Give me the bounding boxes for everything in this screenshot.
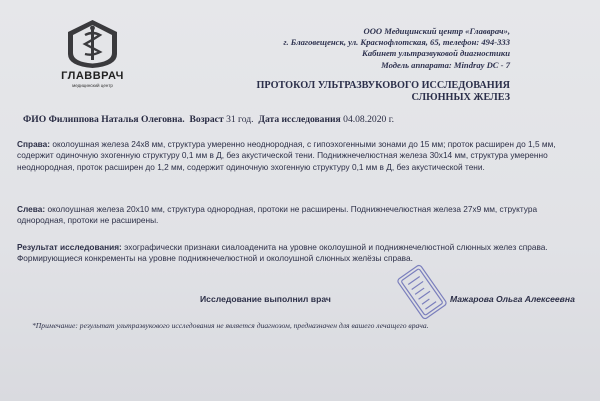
- clinic-logo-name: ГЛАВВРАЧ: [61, 70, 124, 82]
- findings-result: [17, 242, 587, 265]
- fio-label: ФИО: [23, 114, 47, 125]
- signature-line: [200, 294, 575, 304]
- result-label: Результат исследования:: [17, 242, 122, 252]
- clinic-header: [180, 26, 510, 71]
- protocol-title-line2: СЛЮННЫХ ЖЕЛЕЗ: [411, 92, 510, 103]
- protocol-title-line1: ПРОТОКОЛ УЛЬТРАЗВУКОВОГО ИССЛЕДОВАНИЯ: [256, 80, 510, 91]
- clinic-department: Кабинет ультразвуковой диагностики: [362, 48, 510, 59]
- patient-info: [23, 114, 583, 125]
- age-label: Возраст: [189, 114, 224, 125]
- fio-value: Филиппова Наталья Олеговна.: [48, 114, 185, 125]
- doctor-name: Мажарова Ольга Алексеевна: [450, 294, 575, 304]
- signature-label: Исследование выполнил врач: [200, 294, 331, 304]
- right-text: околоушная железа 24x8 мм, структура умеренно неоднородная, с гипоэхогенными зонами до 15 мм; проток расширен до 1,5 мм, содержит одиночную эхогенную структуру 0,1 мм в Д, без акустической тени. Поднижнечелюстная железа 30x14 мм, структура умеренно неоднородная, проток расширен до 1,2 мм, содержит одиночную эхогенную структуру 0,1 мм в Д, без акустической тени.: [17, 139, 556, 172]
- device-model: Модель аппарата: Mindray DC - 7: [381, 59, 510, 70]
- findings-left: [17, 204, 587, 227]
- doctor-stamp-icon: [396, 262, 448, 322]
- left-text: околоушная железа 20x10 мм, структура однородная, протоки не расширены. Поднижнечелюстная железа 27x9 мм, структура однородная, протоки не расширены.: [17, 204, 538, 226]
- clinic-logo: [55, 18, 130, 90]
- findings-right: [17, 139, 587, 173]
- clinic-address: г. Благовещенск, ул. Краснофлотская, 65, телефон: 494-333: [283, 37, 510, 48]
- footnote: *Примечание: результат ультразвукового исследования не является диагнозом, предназначен для вашего лечащего врача.: [32, 321, 429, 330]
- right-label: Справа:: [17, 139, 51, 149]
- result-text: эхографически признаки сиалоаденита на уровне околоушной и поднижнечелюстной слюнных желез справа. Формирующиеся конкременты на уровне поднижнечелюстной и околоушной слюнных желёзы справа.: [17, 242, 548, 264]
- protocol-title: [180, 80, 510, 104]
- clinic-name: ООО Медицинский центр «Главврач»,: [363, 26, 510, 36]
- age-value: 31 год.: [226, 114, 254, 125]
- left-label: Слева:: [17, 204, 46, 214]
- clinic-logo-icon: [65, 18, 120, 70]
- date-value: 04.08.2020 г.: [343, 114, 394, 125]
- clinic-logo-subtitle: медицинский центр: [72, 83, 113, 88]
- date-label: Дата исследования: [258, 114, 341, 125]
